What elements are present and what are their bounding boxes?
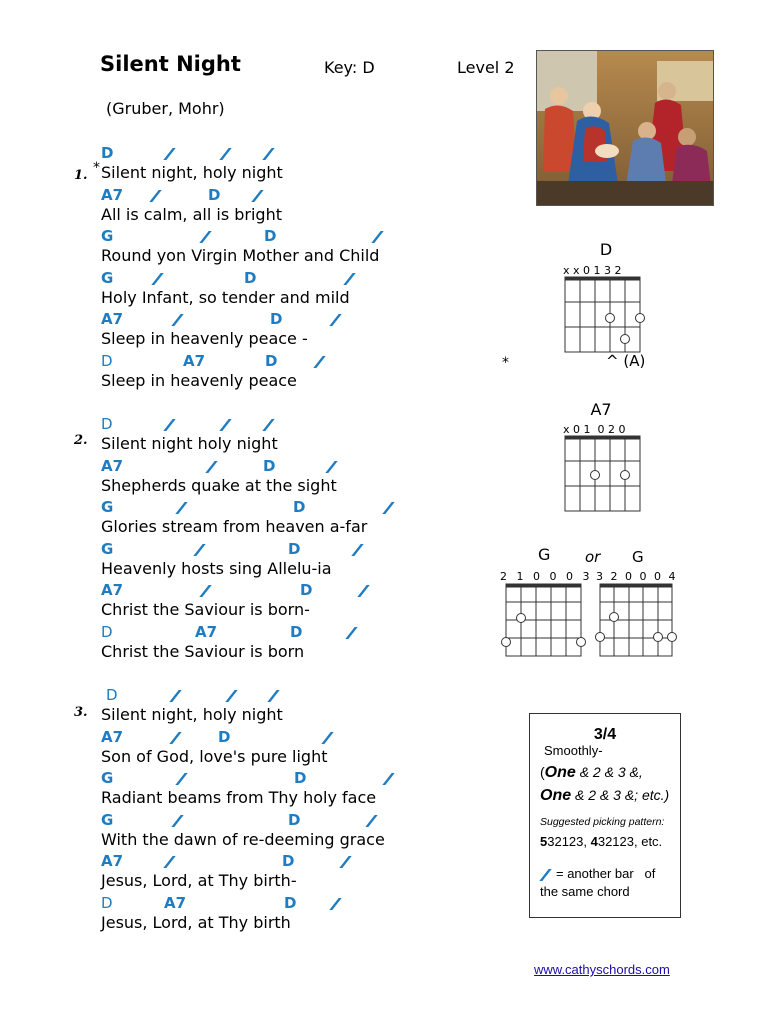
- bar-slash-icon: [163, 856, 175, 868]
- chord-symbol: D: [101, 144, 114, 162]
- lyric-line: Son of God, love's pure light: [101, 746, 328, 766]
- bar-slash-icon: [169, 690, 181, 702]
- count-line-2: [540, 787, 669, 805]
- chord-row: [0, 185, 500, 205]
- bar-slash-icon: [199, 585, 211, 597]
- chord-diagram-g2-title: G: [632, 548, 644, 566]
- chord-symbol: A7: [183, 352, 206, 370]
- chord-diagram-g2-strings: 3 2 0 0 0 4: [596, 570, 678, 583]
- bar-slash-icon: [163, 419, 175, 431]
- chord-symbol: D: [270, 310, 283, 329]
- count1-one: One: [544, 764, 576, 781]
- chord-row: [0, 810, 500, 830]
- chord-symbol: A7: [101, 852, 124, 871]
- lyric-line: Heavenly hosts sing Allelu-ia: [101, 558, 332, 578]
- chord-symbol: D: [290, 623, 303, 641]
- pattern-values: [540, 834, 662, 849]
- chord-symbol: A7: [195, 623, 218, 641]
- lyric-line: Christ the Saviour is born-: [101, 600, 310, 620]
- bar-slash-icon: [171, 815, 183, 827]
- chord-symbol: D: [101, 352, 113, 370]
- bar-slash-icon: [163, 148, 175, 160]
- chord-diagram-d-title: D: [599, 240, 613, 259]
- chord-symbol: G: [101, 227, 114, 246]
- count-line-1: [540, 764, 643, 782]
- chord-row: [0, 497, 500, 517]
- bar-slash-icon: [345, 627, 357, 639]
- chord-row: [0, 622, 500, 642]
- lyric-line: Silent night holy night: [101, 434, 278, 453]
- lyric-line: Shepherds quake at the sight: [101, 475, 337, 495]
- page-title: Silent Night: [100, 52, 241, 76]
- slash-explanation: = another bar of: [556, 866, 656, 881]
- lyric-line: Silent night, holy night: [101, 705, 283, 724]
- chord-row: [0, 727, 500, 747]
- bar-slash-icon: [193, 544, 205, 556]
- chord-diagram-g1-title: G: [538, 545, 551, 564]
- chord-row: [0, 685, 500, 705]
- bar-slash-icon: [382, 502, 394, 514]
- pattern-label: Suggested picking pattern:: [540, 816, 665, 828]
- chord-symbol: D: [101, 894, 113, 912]
- chord-symbol: D: [265, 352, 278, 370]
- chord-symbol: D: [294, 769, 307, 788]
- count2-one: One: [540, 787, 572, 804]
- bar-slash-icon: [251, 190, 263, 202]
- bar-slash-icon: [325, 461, 337, 473]
- chord-diagram-a7: [560, 434, 650, 514]
- chord-symbol: A7: [101, 310, 124, 329]
- bar-slash-icon: [313, 356, 325, 368]
- chord-d-star: *: [502, 355, 509, 371]
- strumming-info-box: [529, 713, 681, 918]
- credits: (Gruber, Mohr): [106, 99, 225, 118]
- style-text: Smoothly-: [544, 743, 603, 758]
- chord-symbol: D: [106, 686, 118, 704]
- bar-slash-icon: [199, 231, 211, 243]
- level-label: Level 2: [457, 58, 515, 77]
- chord-symbol: D: [282, 852, 295, 871]
- chord-symbol: D: [208, 185, 221, 204]
- bar-slash-icon: [329, 314, 341, 326]
- chord-diagram-d: [560, 275, 650, 355]
- bar-slash-icon: [262, 148, 274, 160]
- chord-symbol: D: [288, 539, 301, 558]
- key-label: Key: D: [324, 58, 375, 77]
- chord-symbol: G: [101, 769, 114, 788]
- chord-symbol: G: [101, 539, 114, 558]
- lyric-line: Christ the Saviour is born: [101, 642, 305, 661]
- chord-row: [0, 893, 500, 913]
- chord-symbol: D: [300, 581, 313, 600]
- verse-number: 2.: [74, 433, 88, 448]
- verse-number: 3.: [74, 705, 88, 720]
- bar-slash-icon: [219, 419, 231, 431]
- bar-slash-icon: [225, 690, 237, 702]
- chord-diagram-d-strings: x x 0 1 3 2: [563, 264, 622, 277]
- bar-slash-icon: [343, 273, 355, 285]
- bar-slash-icon: [365, 815, 377, 827]
- bar-slash-icon: [329, 898, 341, 910]
- chord-d-note: ^ (A): [606, 352, 646, 370]
- chord-row: [0, 414, 500, 434]
- bar-slash-icon: [262, 419, 274, 431]
- bar-slash-icon: [382, 773, 394, 785]
- chord-symbol: A7: [101, 185, 124, 204]
- slash-explanation-2: the same chord: [540, 884, 630, 899]
- chord-diagram-g2: [594, 582, 684, 660]
- chord-symbol: G: [101, 810, 114, 829]
- chord-row: [0, 268, 500, 288]
- time-signature: 3/4: [593, 726, 617, 743]
- chord-row: [0, 143, 500, 163]
- pattern1-rest: 32123,: [547, 834, 591, 849]
- bar-slash-icon: [219, 148, 231, 160]
- paren: (: [540, 764, 545, 780]
- chord-symbol: G: [101, 268, 114, 287]
- lyric-line: Silent night, holy night: [101, 163, 283, 182]
- chord-symbol: D: [284, 894, 297, 912]
- chord-symbol: D: [101, 623, 113, 641]
- chord-symbol: A7: [101, 456, 124, 475]
- chord-symbol: A7: [101, 727, 124, 746]
- chord-row: [0, 539, 500, 559]
- bar-slash-icon: [169, 732, 181, 744]
- chord-diagram-a7-title: A7: [590, 400, 612, 419]
- lyric-line: Radiant beams from Thy holy face: [101, 788, 377, 808]
- lyric-line: Sleep in heavenly peace -: [101, 329, 308, 349]
- chord-row: [0, 580, 500, 600]
- chord-symbol: D: [263, 456, 276, 475]
- asterisk-marker: *: [93, 160, 100, 176]
- chord-diagram-g1: [498, 582, 588, 660]
- bar-slash-icon: [351, 544, 363, 556]
- bar-slash-icon: [175, 502, 187, 514]
- chord-symbol: D: [101, 415, 113, 433]
- bar-slash-icon: [175, 773, 187, 785]
- pattern1-bold: 5: [540, 834, 548, 849]
- bar-slash-icon: [267, 690, 279, 702]
- bar-slash-icon: [171, 314, 183, 326]
- chord-row: [0, 351, 500, 371]
- bar-slash-icon: [149, 190, 161, 202]
- lyric-line: With the dawn of re-deeming grace: [101, 829, 385, 849]
- chord-row: [0, 456, 500, 476]
- chord-symbol: A7: [164, 894, 187, 912]
- chord-symbol: D: [244, 268, 257, 287]
- chord-g-or: or: [585, 548, 601, 566]
- chord-symbol: D: [218, 727, 231, 746]
- lyric-line: All is calm, all is bright: [101, 204, 282, 224]
- chord-row: [0, 851, 500, 871]
- bar-slash-icon: [205, 461, 217, 473]
- nativity-image: [536, 50, 714, 206]
- chord-row: [0, 226, 500, 246]
- count1-rest: & 2 & 3 &,: [579, 764, 643, 780]
- bar-slash-icon: [321, 732, 333, 744]
- chord-symbol: D: [293, 498, 306, 517]
- chord-symbol: D: [288, 810, 301, 829]
- bar-slash-icon: [371, 231, 383, 243]
- bar-slash-icon: [339, 856, 351, 868]
- pattern2-rest: 32123, etc.: [597, 834, 663, 849]
- count2-rest: & 2 & 3 &; etc.): [575, 787, 670, 803]
- chord-diagram-a7-strings: x 0 1 0 2 0: [563, 423, 626, 436]
- lyric-line: Jesus, Lord, at Thy birth-: [101, 871, 297, 891]
- chord-symbol: A7: [101, 581, 124, 600]
- chord-diagram-g1-strings: 2 1 0 0 0 3: [500, 570, 593, 583]
- pattern2-bold: 4: [590, 834, 598, 849]
- bar-slash-icon: [357, 585, 369, 597]
- chord-row: [0, 309, 500, 329]
- lyric-line: Round yon Virgin Mother and Child: [101, 246, 380, 266]
- bar-slash-icon: [151, 273, 163, 285]
- chord-row: [0, 768, 500, 788]
- lyric-line: Holy Infant, so tender and mild: [101, 287, 350, 307]
- chord-symbol: G: [101, 498, 114, 517]
- lyric-line: Jesus, Lord, at Thy birth: [101, 913, 291, 932]
- website-link[interactable]: www.cathyschords.com: [534, 962, 670, 977]
- chord-symbol: D: [264, 227, 277, 246]
- lyric-line: Glories stream from heaven a-far: [101, 517, 368, 537]
- verse-number: 1.: [74, 168, 88, 183]
- slash-icon: [539, 869, 551, 881]
- lyric-line: Sleep in heavenly peace: [101, 371, 297, 390]
